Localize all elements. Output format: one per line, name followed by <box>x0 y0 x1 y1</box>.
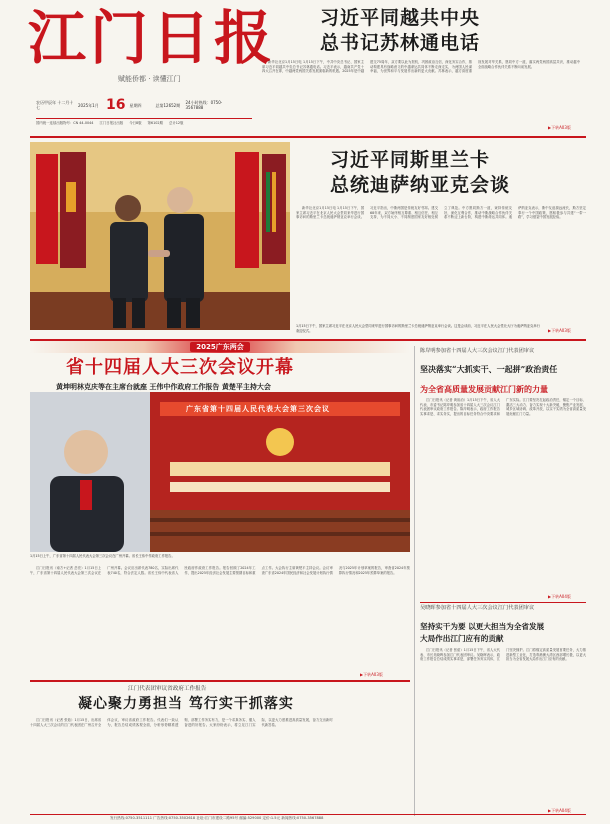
masthead-title: 江门日报 <box>28 4 277 72</box>
congress-subtitle: 黄坤明林克庆等在主席台就座 王伟中作政府工作报告 黄楚平主持大会 <box>56 383 271 391</box>
story2-more[interactable]: ▶下转A03版 <box>548 328 571 333</box>
congress-body <box>30 566 410 670</box>
congress-hall-photo <box>30 392 410 552</box>
divider <box>30 136 586 138</box>
story4-body <box>30 718 410 814</box>
lead-paragraph: 新华社北京1月15日电 1月15日下午，中共中央总书记、国家主席习近平同越共中央总书记苏林通电话。习近平表示，越南共产党十四大召开在即，中越两党两国关系发展面临新的机遇。2025年是中越建交75周年，双方要以此为契机，巩固政治互信，深化务实合作，推动构建具有战略意义的中越命运共同体不断走深走实，为两国人民谋幸福，为世界和平与发展作出新的更大贡献。苏林表示，越方高度重视发展对华关系，愿同中方一道，落实两党两国高层共识，推动越中全面战略合作伙伴关系不断向前发展。 <box>262 60 580 74</box>
banner-label: 2025广东两会 <box>190 342 249 352</box>
divider <box>30 680 410 682</box>
publish-date: 2025年1月 <box>78 102 99 108</box>
day-number: 16 <box>106 97 126 113</box>
story2-headline-2: 总统迪萨纳亚克会谈 <box>330 174 511 196</box>
hall-sign: 广东省第十四届人民代表大会第三次会议 <box>186 404 330 413</box>
story2-body <box>296 206 586 324</box>
side1-body <box>420 398 586 594</box>
edition-number: 第6102期 <box>147 121 163 125</box>
lead-body <box>262 60 580 128</box>
story4-headline: 凝心聚力勇担当 笃行实干抓落实 <box>78 696 294 712</box>
photo-illustration <box>30 142 290 330</box>
masthead-info <box>36 94 252 116</box>
cn-number: 国内统一连续出版物号：CN 44-0044 <box>36 121 94 125</box>
day-label: 星期四 <box>129 102 142 108</box>
story2-paragraph: 新华社北京1月15日电 1月15日下午，国家主席习近平在北京人民大会堂同来华进行国事访问的斯里兰卡总统迪萨纳亚克举行会谈。习近平指出，中斯两国是传统友好邻邦。建交68年来，双方始终相互尊重、相互信任、相互支持，为不同大小、不同制度国家友好相处树立了典范。中方愿同斯方一道，秉持传统友好，深化互利合作，推动中斯战略合作伙伴关系不断迈上新台阶，构建中斯命运共同体。迪萨纳亚克表示，斯中友谊源远流长，斯方坚定奉行一个中国政策，愿积极参与共建“一带一路”，学习借鉴中国发展经验。 <box>296 206 586 220</box>
side2-body <box>420 648 586 810</box>
side1-headline: 坚决落实“大抓实干、一起拼”政治责任 <box>420 364 558 374</box>
lead-headline-2: 总书记苏林通电话 <box>320 32 481 54</box>
publisher: 江门日报社出版 <box>99 121 124 125</box>
side1-more[interactable]: ▶下转A04版 <box>548 594 571 599</box>
story4-paragraph: 江门日报讯（记者 张茹）1月15日，出席省十四届人大三次会议的江门代表团在广州召开全体会议，审议省政府工作报告。代表们一致认为，报告总结成绩客观全面，分析形势精准透彻，部署工作务实有力，是一个求真务实、催人奋进的好报告。大家纷纷表示，将立足江门实际，以更大力度推进高质量发展，奋力交出新时代新答卷。 <box>30 718 333 727</box>
photo-caption: 1月15日下午，国家主席习近平在北京人民大会堂同来华进行国事访问的斯里兰卡总统迪萨纳亚克举行会谈。这是会谈前，习近平在人民大会堂北大厅为迪萨纳亚克举行欢迎仪式。 <box>296 324 540 333</box>
divider <box>30 814 586 815</box>
side1-subtitle: 为全省高质量发展贡献江门新的力量 <box>420 384 548 394</box>
issue-number: 总第12652期 <box>155 102 181 108</box>
lead-headline-1: 习近平同越共中央 <box>320 7 481 29</box>
side1-paragraph: 江门日报讯（记者 黄裕治）1月15日下午，省人大代表、市委书记陈岸明参加省十四届人大三次会议江门代表团审议政府工作报告。陈岸明表示，政府工作报告实事求是、求实务实，提出的目标任务符合中央要求和广东实际。江门要坚决扛起政治责任，锚定一个目标、激活三大动力、奋力实现十大新突破，聚焦产业发展、城乡区域协调、改革开放，以实干实绩为全省高质量发展贡献江门力量。 <box>420 398 586 416</box>
footer-text: 发行热线:0750-3511111 广告热线:0750-3502618 社址:江门市建设二路95号 邮编:529000 定价:1.5元 新闻热线:0750-3567888 <box>110 816 324 820</box>
side2-headline: 坚持实干为要 以更大担当为全省发展 <box>420 622 545 631</box>
side1-kicker: 陈岸明参加省十四届人大三次会议江门代表团审议 <box>420 348 535 354</box>
lead-more[interactable]: ▶下转A03版 <box>548 125 571 130</box>
story2-caption <box>296 324 540 336</box>
side2-more[interactable]: ▶下转A04版 <box>548 808 571 813</box>
congress-headline: 省十四届人大三次会议开幕 <box>66 357 294 378</box>
congress-caption <box>30 554 410 564</box>
congress-more[interactable]: ▶下转A03版 <box>360 672 383 677</box>
hall-illustration <box>30 392 410 552</box>
side2-paragraph: 江门日报讯（记者 张茹）1月15日下午，省人大代表、市长吴晓晖参加江门代表团审议。吴晓晖表示，政府工作报告总结成绩实事求是，部署任务务实具体，江门坚决拥护。江门将锚定高质量发展首要任务，大力推进新型工业化，打造粤港澳大湾区西部增长极，以更大担当为全省发展大局作出江门应有的贡献。 <box>420 648 586 662</box>
hotline: 24小时热线：0750-3567888 <box>185 100 223 110</box>
story4-kicker: 江门代表团审议省政府工作报告 <box>128 686 207 692</box>
congress-caption-text: 1月15日上午，广东省第十四届人民代表大会第三次会议在广州开幕。省长王伟中作政府工作报告。 <box>30 554 175 558</box>
side2-kicker: 吴晓晖参加省十四届人大三次会议江门代表团审议 <box>420 605 535 611</box>
lunar-date: 农历甲辰年 十二月十七 <box>36 100 74 110</box>
lianghui-banner <box>30 341 410 353</box>
divider <box>420 602 586 603</box>
total-pages: 总计12版 <box>168 121 184 125</box>
pages-today: 今日8版 <box>129 121 142 125</box>
state-meeting-photo <box>30 142 290 330</box>
masthead-slogan: 赋能侨都 · 读懂江门 <box>118 75 181 83</box>
side2-subtitle: 大局作出江门应有的贡献 <box>420 634 504 643</box>
story2-headline-1: 习近平同斯里兰卡 <box>330 149 491 171</box>
masthead-strip <box>36 118 252 125</box>
congress-paragraph: 江门日报讯（南方+记者 岳亮）1月15日上午，广东省第十四届人民代表大会第三次会议在广州开幕。会议应出席代表780名，实际出席代表740名，符合法定人数。省长王伟中代表省人民政府作政府工作报告。报告回顾了2024年工作，提出2025年经济社会发展主要预期目标和重点工作。大会执行主席黄楚平主持会议。会议审查广东省2024年国民经济和社会发展计划执行情况与2025年计划草案的报告，审查省2024年预算执行情况和2025年预算草案的报告。 <box>30 566 410 575</box>
column-divider <box>414 346 415 816</box>
